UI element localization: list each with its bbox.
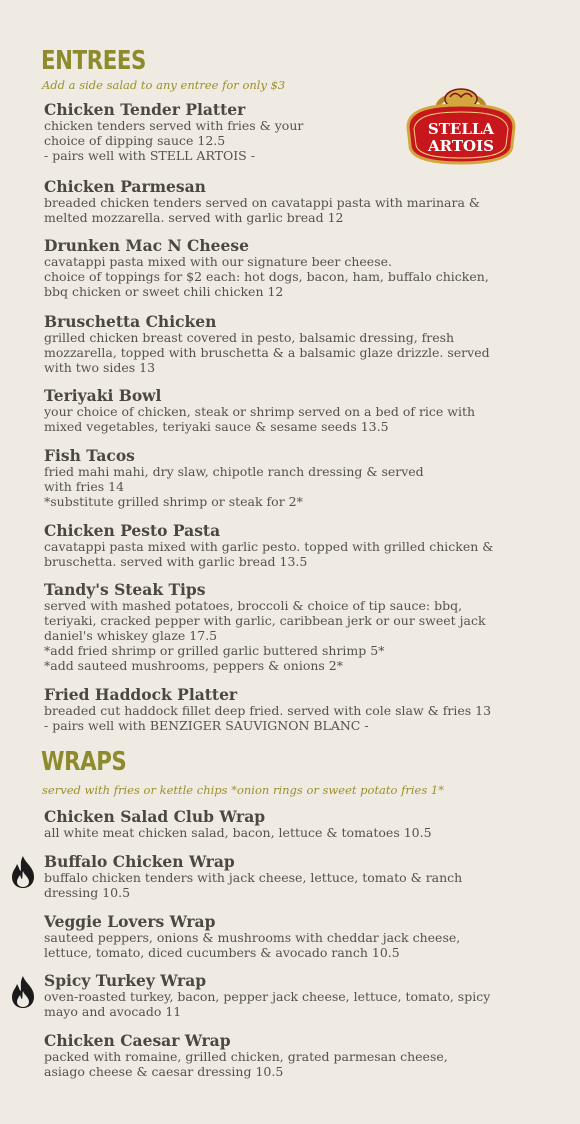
item-desc-line: sauteed peppers, onions & mushrooms with cheddar jack cheese,: [44, 930, 461, 946]
item-desc-line: daniel's whiskey glaze 17.5: [44, 628, 218, 644]
menu-item-fried-haddock-platter: [44, 686, 534, 733]
menu-item-spicy-turkey-wrap: [44, 972, 534, 1019]
item-name: Fish Tacos: [44, 446, 135, 465]
item-desc-line: cavatappi pasta mixed with garlic pesto. topped with grilled chicken &: [44, 539, 494, 555]
item-desc-line: with fries 14: [44, 479, 125, 495]
menu-item-teriyaki-bowl: [44, 387, 534, 434]
item-desc-line: chicken tenders served with fries & your: [44, 118, 304, 134]
item-desc-line: lettuce, tomato, diced cucumbers & avocado ranch 10.5: [44, 945, 400, 961]
item-name: Bruschetta Chicken: [44, 312, 217, 331]
item-desc-line: breaded cut haddock fillet deep fried. served with cole slaw & fries 13: [44, 703, 492, 719]
menu-item-chicken-salad-club-wrap: [44, 808, 534, 840]
item-name: Veggie Lovers Wrap: [44, 912, 216, 931]
item-desc-line: bruschetta. served with garlic bread 13.5: [44, 554, 308, 570]
logo-line1: STELLA: [427, 120, 495, 138]
item-desc-line: *add fried shrimp or grilled garlic buttered shrimp 5*: [44, 643, 385, 659]
item-desc-line: *add sauteed mushrooms, peppers & onions 2*: [44, 658, 344, 674]
item-name: Tandy's Steak Tips: [44, 580, 206, 599]
item-desc-line: melted mozzarella. served with garlic bread 12: [44, 210, 344, 226]
menu-item-bruschetta-chicken: [44, 313, 534, 375]
menu-item-chicken-pesto-pasta: [44, 522, 534, 569]
item-name: Chicken Caesar Wrap: [44, 1031, 231, 1050]
menu-item-tandys-steak-tips: [44, 581, 534, 673]
item-desc-line: bbq chicken or sweet chili chicken 12: [44, 284, 284, 300]
item-name: Chicken Parmesan: [44, 177, 206, 196]
menu-item-drunken-mac-n-cheese: [44, 237, 534, 299]
menu-item-buffalo-chicken-wrap: [44, 853, 534, 900]
item-desc-line: teriyaki, cracked pepper with garlic, caribbean jerk or our sweet jack: [44, 613, 486, 629]
item-desc-line: mozzarella, topped with bruschetta & a balsamic glaze drizzle. served: [44, 345, 490, 361]
wraps-title: WRAPS: [41, 747, 127, 777]
item-desc-line: packed with romaine, grilled chicken, grated parmesan cheese,: [44, 1049, 448, 1065]
item-desc-line: cavatappi pasta mixed with our signature beer cheese.: [44, 254, 392, 270]
item-desc-line: mayo and avocado 11: [44, 1004, 182, 1020]
menu-item-fish-tacos: [44, 447, 534, 509]
flame-icon: [8, 855, 38, 889]
item-desc-line: grilled chicken breast covered in pesto, balsamic dressing, fresh: [44, 330, 455, 346]
item-name: Fried Haddock Platter: [44, 685, 238, 704]
entrees-note: Add a side salad to any entree for only $3: [42, 78, 286, 92]
item-desc-line: buffalo chicken tenders with jack cheese, lettuce, tomato & ranch: [44, 870, 463, 886]
item-desc-line: with two sides 13: [44, 360, 156, 376]
item-desc-line: *substitute grilled shrimp or steak for 2*: [44, 494, 303, 510]
item-name: Drunken Mac N Cheese: [44, 236, 249, 255]
menu-item-chicken-caesar-wrap: [44, 1032, 534, 1079]
item-name: Chicken Salad Club Wrap: [44, 807, 266, 826]
item-desc-line: dressing 10.5: [44, 885, 131, 901]
item-desc-line: - pairs well with STELL ARTOIS -: [44, 148, 255, 164]
item-name: Spicy Turkey Wrap: [44, 971, 207, 990]
item-name: Chicken Tender Platter: [44, 100, 246, 119]
item-desc-line: - pairs well with BENZIGER SAUVIGNON BLANC -: [44, 718, 369, 734]
item-name: Teriyaki Bowl: [44, 386, 162, 405]
menu-item-chicken-tender-platter: [44, 101, 534, 163]
item-desc-line: choice of dipping sauce 12.5: [44, 133, 226, 149]
item-desc-line: asiago cheese & caesar dressing 10.5: [44, 1064, 284, 1080]
item-desc-line: your choice of chicken, steak or shrimp served on a bed of rice with: [44, 404, 476, 420]
entrees-title: ENTREES: [41, 46, 146, 76]
item-desc-line: fried mahi mahi, dry slaw, chipotle ranch dressing & served: [44, 464, 424, 480]
item-name: Buffalo Chicken Wrap: [44, 852, 235, 871]
item-desc-line: breaded chicken tenders served on cavatappi pasta with marinara &: [44, 195, 481, 211]
item-desc-line: mixed vegetables, teriyaki sauce & sesame seeds 13.5: [44, 419, 389, 435]
menu-item-veggie-lovers-wrap: [44, 913, 534, 960]
logo-line2: ARTOIS: [428, 137, 494, 155]
item-desc-line: served with mashed potatoes, broccoli & choice of tip sauce: bbq,: [44, 598, 463, 614]
menu-item-chicken-parmesan: [44, 178, 534, 225]
item-name: Chicken Pesto Pasta: [44, 521, 221, 540]
item-desc-line: choice of toppings for $2 each: hot dogs, bacon, ham, buffalo chicken,: [44, 269, 489, 285]
item-desc-line: oven-roasted turkey, bacon, pepper jack cheese, lettuce, tomato, spicy: [44, 989, 491, 1005]
item-desc-line: all white meat chicken salad, bacon, lettuce & tomatoes 10.5: [44, 825, 432, 841]
wraps-note: served with fries or kettle chips *onion rings or sweet potato fries 1*: [42, 783, 444, 797]
flame-icon: [8, 975, 38, 1009]
